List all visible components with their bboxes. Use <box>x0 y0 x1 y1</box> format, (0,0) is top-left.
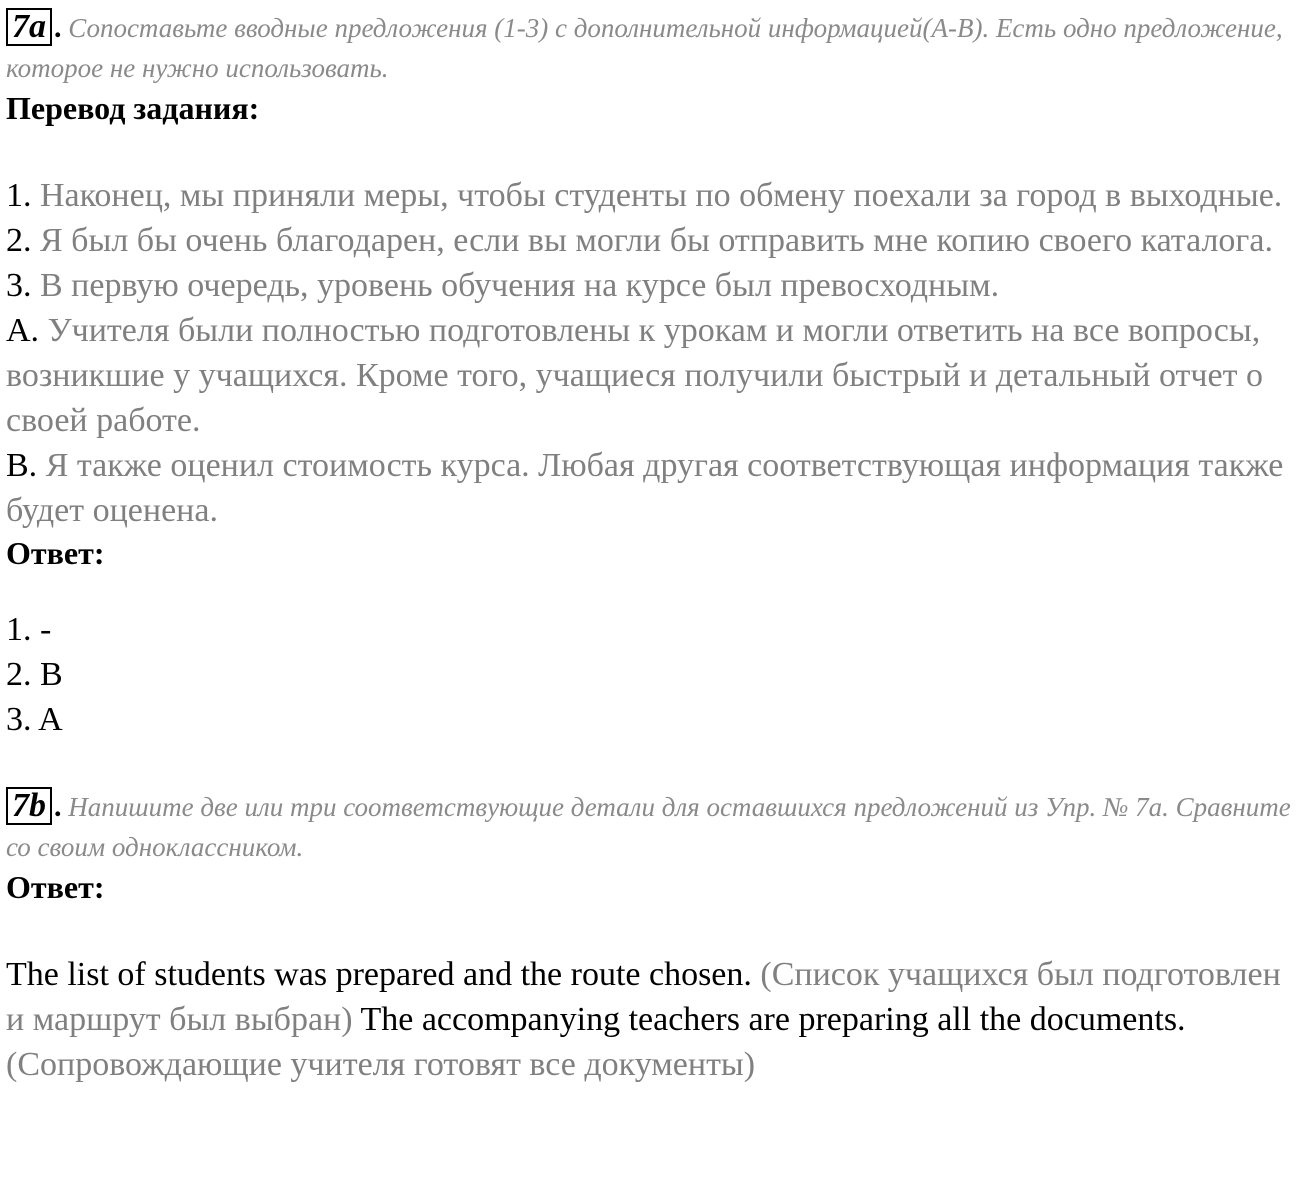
task-7b-answer-label: Ответ: <box>6 869 105 905</box>
task-7a-answer-2: 2. B <box>6 656 63 693</box>
item-text: В первую очередь, уровень обучения на курсе был превосходным. <box>31 267 1000 304</box>
task-7a-badge: 7a <box>6 8 52 46</box>
document-page <box>6 8 1298 1087</box>
item-text: Я также оценил стоимость курса. Любая другая соответствующая информация также будет оценена. <box>6 447 1284 529</box>
task-7b-instruction: Напишите две или три соответствующие детали для оставшихся предложений из Упр. № 7а. Сравните со своим одноклассником. <box>6 792 1291 862</box>
task-7a-instruction: Сопоставьте вводные предложения (1-3) с дополнительной информацией(A-B). Есть одно предложение, которое не нужно использовать. <box>6 13 1283 83</box>
task-7b-instruction-block <box>6 787 1298 867</box>
item-text: Учителя были полностью подготовлены к урокам и могли ответить на все вопросы, возникшие у учащихся. Кроме того, учащиеся получили быстрый и детальный отчет о своей работе. <box>6 312 1263 439</box>
task-7a-badge-dot: . <box>54 11 62 44</box>
task-7a-item-1 <box>6 173 1298 218</box>
item-text: Наконец, мы приняли меры, чтобы студенты по обмену поехали за город в выходные. <box>31 177 1283 214</box>
task-7b-badge-dot: . <box>54 790 62 823</box>
task-7a-item-b <box>6 443 1298 533</box>
task-7a-answer-label: Ответ: <box>6 535 105 571</box>
answer-english-2: The accompanying teachers are preparing all the documents. <box>352 1001 1186 1038</box>
item-marker: A. <box>6 312 40 349</box>
task-7a-answer-1: 1. - <box>6 611 52 648</box>
task-7a-answer-3: 3. A <box>6 701 63 738</box>
answer-russian-2: (Сопровождающие учителя готовят все документы) <box>6 1046 756 1083</box>
task-7a-item-a <box>6 308 1298 443</box>
task-7b-badge: 7b <box>6 787 52 825</box>
answer-russian-1: (Список учащихся был подготовлен и маршрут был выбран) <box>6 956 1281 1038</box>
item-marker: B. <box>6 447 38 484</box>
task-7a-instruction-block <box>6 8 1298 88</box>
item-marker: 3. <box>6 267 32 304</box>
item-marker: 1. <box>6 177 32 214</box>
item-text: Я был бы очень благодарен, если вы могли бы отправить мне копию своего каталога. <box>31 222 1273 259</box>
answer-english-1: The list of students was prepared and the route chosen. <box>6 956 752 993</box>
task-7b-answer <box>6 952 1298 1087</box>
item-marker: 2. <box>6 222 32 259</box>
task-7a-item-2 <box>6 218 1298 263</box>
task-7a-item-3 <box>6 263 1298 308</box>
translation-label: Перевод задания: <box>6 90 260 126</box>
